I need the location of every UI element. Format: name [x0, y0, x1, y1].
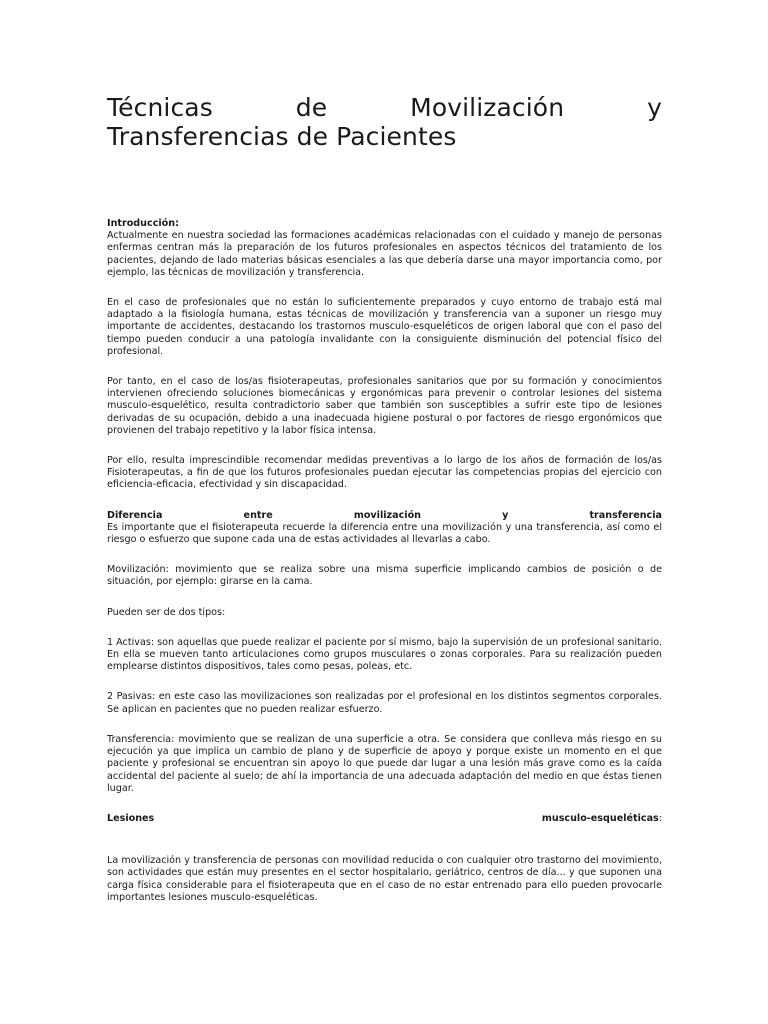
- intro-paragraph: [107, 218, 662, 279]
- intro-heading: Introducción:: [107, 218, 179, 229]
- pasivas-item: 2 Pasivas: en este caso las movilizaciones son realizadas por el profesional en los distintos segmentos corporales. Se aplican en pacientes que no pueden realizar esfuerzo.: [107, 691, 662, 715]
- paragraph-2: En el caso de profesionales que no están lo suficientemente preparados y cuyo entorno de trabajo está mal adaptado a la fisiología humana, estas técnicas de movilización y transferencia van a suponer un riesgo muy importante de accidentes, destacando los trastornos musculo-esqueléticos de origen laboral que con el paso del tiempo pueden conducir a una patología invalidante con la consiguiente disminución del potencial físico del profesional.: [107, 297, 662, 357]
- lesiones-heading-colon: :: [658, 812, 662, 824]
- difference-text: Es importante que el fisioterapeuta recuerde la diferencia entre una movilización y una transferencia, así como el riesgo o esfuerzo que supone cada una de estas actividades al llevarlas a cabo.: [107, 521, 662, 546]
- document-body: [107, 93, 662, 904]
- lesiones-paragraph: La movilización y transferencia de personas con movilidad reducida o con cualquier otro trastorno del movimiento, son actividades que están muy presentes en el sector hospitalario, geriátrico, centros de día... y que suponen una carga física considerable para el fisioterapeuta que en el caso de no estar entrenado para ello pueden provocarle importantes lesiones musculo-esqueléticas.: [107, 855, 662, 903]
- title-line-1: Técnicas de Movilización y: [107, 93, 662, 122]
- types-intro: Pueden ser de dos tipos:: [107, 606, 226, 618]
- lesiones-heading-word2: musculo-esqueléticas: [541, 812, 659, 824]
- title-line-2: Transferencias de Pacientes: [107, 122, 457, 151]
- intro-text: Actualmente en nuestra sociedad las formaciones académicas relacionadas con el cuidado y manejo de personas enfermas centran más la preparación de los futuros profesionales en aspectos técnicos del tratamiento de los pacientes, dejando de lado materias básicas esenciales a las que debería darse una mayor importancia como, por ejemplo, las técnicas de movilización y transferencia.: [107, 230, 662, 278]
- movilizacion-definition: Movilización: movimiento que se realiza sobre una misma superficie implicando cambios de posición o de situación, por ejemplo: girarse en la cama.: [107, 564, 662, 588]
- paragraph-3: Por tanto, en el caso de los/as fisioterapeutas, profesionales sanitarios que por su formación y conocimientos intervienen ofreciendo soluciones biomecánicas y ergonómicas para prevenir o controlar lesiones del sistema musculo-esquelético, resulta contradictorio saber que también son susceptibles a sufrir este tipo de lesiones derivadas de su ocupación, debido a una inadecuada higiene postural o por factores de riesgo ergonómicos que provienen del trabajo repetitivo y la labor física intensa.: [107, 376, 662, 436]
- document-title: [107, 93, 662, 151]
- difference-section: [107, 510, 662, 547]
- difference-heading: Diferencia entre movilización y transferencia: [107, 509, 662, 521]
- lesiones-heading-line: [107, 813, 662, 825]
- activas-item: 1 Activas: son aquellas que puede realizar el paciente por sí mismo, bajo la supervisión de un profesional sanitario. En ella se mueven tanto articulaciones como grupos musculares o zonas corporales. Para su realización pueden emplearse distintos dispositivos, tales como pesas, poleas, etc.: [107, 636, 662, 673]
- transferencia-definition: Transferencia: movimiento que se realizan de una superficie a otra. Se considera que conlleva más riesgo en su ejecución ya que implica un cambio de plano y de superficie de apoyo y porque existe un momento en el que paciente y profesional se encuentran sin apoyo lo que puede dar lugar a una lesión más grave como es la caída accidental del paciente al suelo; de ahí la importancia de una adecuada adaptación del medio en que éstas tienen lugar.: [107, 733, 662, 794]
- lesiones-heading-word1: Lesiones: [107, 812, 155, 824]
- paragraph-4: Por ello, resulta imprescindible recomendar medidas preventivas a lo largo de los años de formación de los/as Fisioterapeutas, a fin de que los futuros profesionales puedan ejecutar las competencias propias del ejercicio con eficiencia-eficacia, efectividad y sin discapacidad.: [107, 455, 662, 491]
